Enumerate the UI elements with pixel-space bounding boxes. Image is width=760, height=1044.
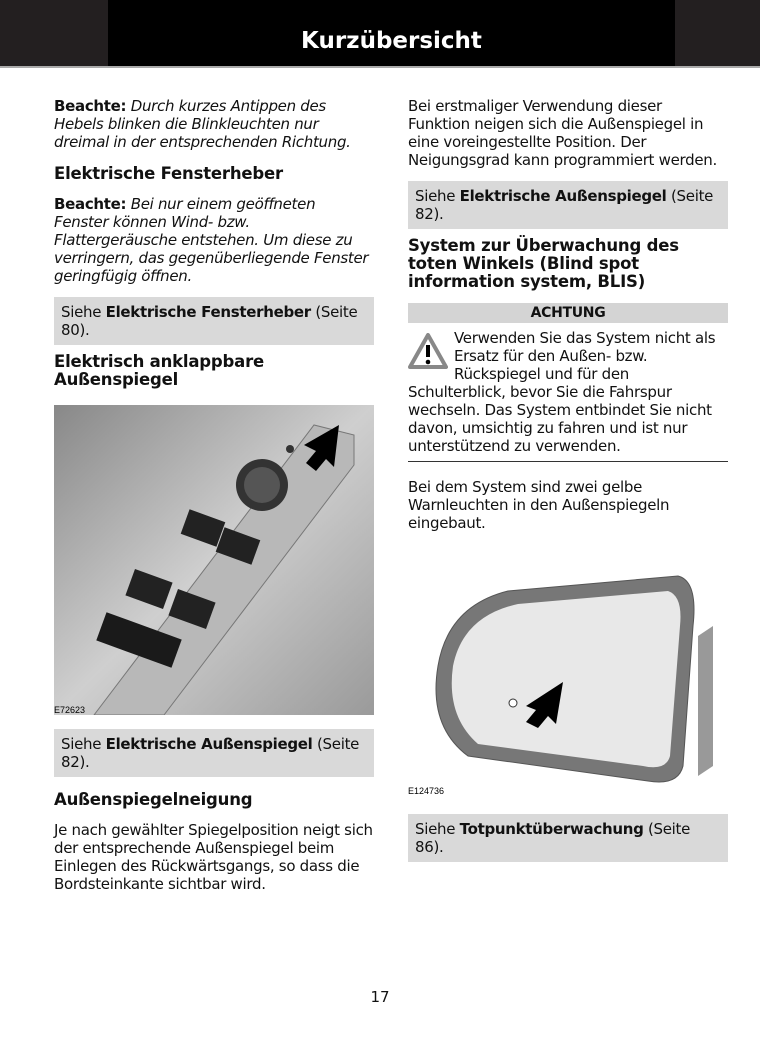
note-text: Durch kurzes Antippen des Hebels blinken die Blinkleuchten nur dreimal in der entsprechenden Richtung.	[54, 97, 351, 151]
ref-pre: Siehe	[415, 187, 460, 205]
reference-box	[54, 297, 374, 345]
mirror-illustration	[408, 566, 728, 796]
warning-text: Verwenden Sie das System nicht als Ersatz für den Außen- bzw. Rückspiegel und für den Schulterblick, bevor Sie die Fahrspur wechseln. Das System entbindet Sie nicht davon, umsichtig zu fahren und ist nur unterstützend zu verwenden.	[408, 329, 716, 455]
ref-post: (Seite 80).	[61, 303, 358, 339]
note-text: Bei nur einem geöffneten Fenster können Wind- bzw. Flattergeräusche entstehen. Um diese zu verringern, das gegenüberliegende Fenster geringfügig öffnen.	[54, 195, 369, 285]
warning-box	[408, 329, 728, 462]
right-column	[408, 97, 728, 862]
reference-box	[408, 181, 728, 229]
ref-pre: Siehe	[61, 735, 106, 753]
heading-folding-mirrors: Elektrisch anklappbare Außenspiegel	[54, 352, 265, 389]
ref-link[interactable]: Elektrische Fensterheber	[105, 303, 311, 321]
page-header	[0, 0, 760, 68]
ref-link[interactable]: Elektrische Außenspiegel	[459, 187, 667, 205]
ref-pre: Siehe	[415, 820, 460, 838]
left-column	[54, 97, 374, 893]
warning-title: ACHTUNG	[408, 303, 728, 323]
reference-box	[54, 729, 374, 777]
reference-box	[408, 814, 728, 862]
warning-triangle-icon	[408, 333, 448, 369]
mirror-tilt-text: Je nach gewählter Spiegelposition neigt sich der entsprechende Außenspiegel beim Einlegen des Rückwärtsgangs, so dass die Bordsteinkante sichtbar wird.	[54, 821, 373, 893]
ref-link[interactable]: Elektrische Außenspiegel	[105, 735, 313, 753]
image-code: E124736	[408, 786, 445, 796]
note-windows	[54, 195, 374, 285]
ref-post: (Seite 86).	[415, 820, 691, 856]
heading-mirror-tilt: Außenspiegelneigung	[54, 790, 253, 809]
heading-blis: System zur Überwachung des toten Winkels (Blind spot information system, BLIS)	[408, 236, 679, 291]
ref-pre: Siehe	[61, 303, 106, 321]
image-code: E72623	[54, 705, 86, 715]
note-turn-signal	[54, 97, 374, 151]
window-switch-illustration	[54, 405, 374, 715]
note-label: Beachte:	[54, 97, 127, 115]
ref-post: (Seite 82).	[61, 735, 360, 771]
ref-post: (Seite 82).	[415, 187, 714, 223]
tilt-intro-text: Bei erstmaliger Verwendung dieser Funktion neigen sich die Außenspiegel in eine voreingestellte Position. Der Neigungsgrad kann programmiert werden.	[408, 97, 717, 169]
note-label: Beachte:	[54, 195, 127, 213]
blis-text: Bei dem System sind zwei gelbe Warnleuchten in den Außenspiegeln eingebaut.	[408, 478, 670, 532]
page-number: 17	[370, 988, 390, 1006]
page-title: Kurzübersicht	[108, 0, 675, 66]
ref-link[interactable]: Totpunktüberwachung	[459, 820, 644, 838]
heading-windows: Elektrische Fensterheber	[54, 164, 283, 183]
